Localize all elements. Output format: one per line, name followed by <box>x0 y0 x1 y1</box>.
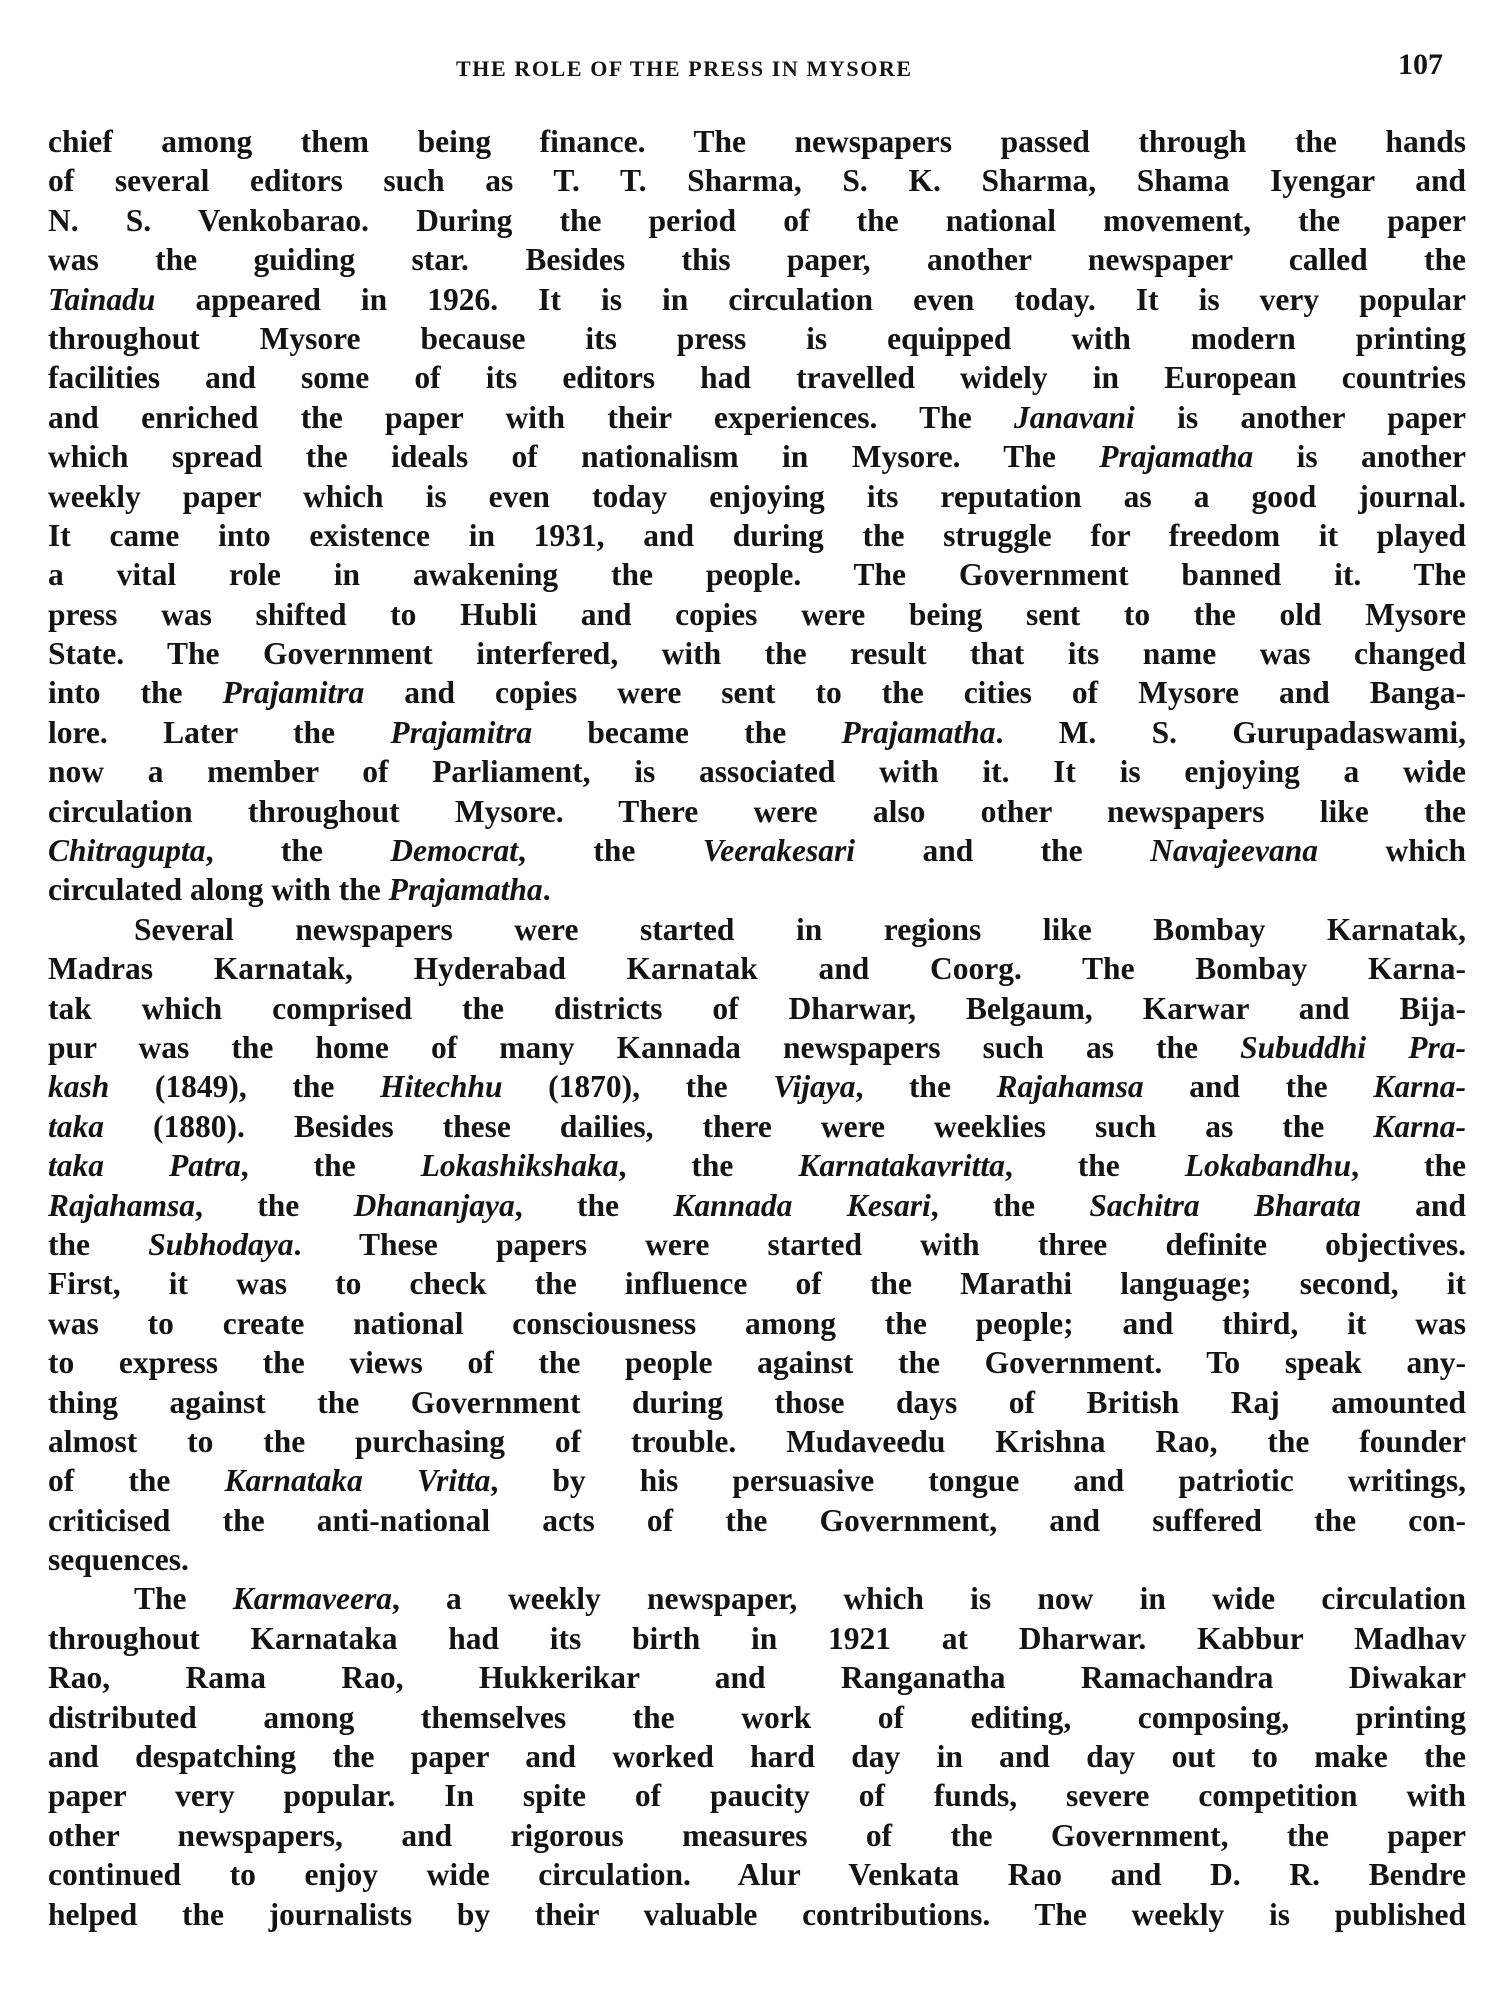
italic-title: Democrat <box>390 833 519 869</box>
line-text: now a member of Parliament, is associated with it. It is enjoying a wide <box>48 754 1466 790</box>
text-line <box>48 1304 1466 1343</box>
text-line <box>48 1343 1466 1382</box>
italic-title: Prajamatha <box>1099 439 1254 475</box>
text-line <box>48 1619 1466 1658</box>
text-line <box>48 398 1466 437</box>
line-text: to express the views of the people against the Government. To speak any- <box>48 1345 1466 1381</box>
italic-title: Lokabandhu <box>1184 1148 1352 1184</box>
page-number: 107 <box>1398 48 1443 81</box>
line-text: N. S. Venkobarao. During the period of the national movement, the paper <box>48 202 1466 238</box>
line-text: the <box>48 1226 149 1262</box>
line-text: . <box>542 872 551 908</box>
italic-title: Hitechhu <box>379 1069 503 1105</box>
italic-title: Karmaveera <box>232 1581 392 1617</box>
text-line <box>48 1658 1466 1697</box>
text-line <box>48 792 1466 831</box>
line-text: thing against the Government during those days of British Raj amounted <box>48 1384 1466 1420</box>
italic-title: kash <box>48 1069 110 1105</box>
line-text: The <box>134 1581 233 1617</box>
line-text: criticised the anti-national acts of the Government, and suffered the con- <box>48 1502 1466 1538</box>
text-line <box>48 1383 1466 1422</box>
line-text: was to create national consciousness among the people; and third, it was <box>48 1305 1466 1341</box>
text-line <box>48 319 1466 358</box>
italic-title: Prajamatha <box>841 714 996 750</box>
line-text: , by his persuasive tongue and patriotic writings, <box>490 1463 1467 1499</box>
line-text: and despatching the paper and worked hard day in and day out to make the <box>48 1739 1466 1775</box>
line-text: a vital role in awakening the people. The Government banned it. The <box>48 557 1466 593</box>
text-line <box>48 870 1466 909</box>
line-text: which spread the ideals of nationalism in Mysore. The <box>48 439 1100 475</box>
text-line <box>48 477 1466 516</box>
text-line <box>48 634 1466 673</box>
italic-title: Dhananjaya <box>353 1187 515 1223</box>
text-line <box>48 280 1466 319</box>
line-text: , a weekly newspaper, which is now in wide circulation <box>391 1581 1466 1617</box>
text-line <box>48 201 1466 240</box>
italic-title: Janavani <box>1014 399 1135 435</box>
text-line <box>48 1461 1466 1500</box>
line-text: which <box>1318 833 1466 869</box>
line-text: . M. S. Gurupadaswami, <box>995 714 1466 750</box>
line-text: It came into existence in 1931, and during the struggle for freedom it played <box>48 517 1466 553</box>
line-text: (1870), the <box>502 1069 774 1105</box>
italic-title: Lokashikshaka <box>420 1148 619 1184</box>
text-line <box>48 949 1466 988</box>
body-text <box>48 122 1466 1934</box>
line-text: (1849), the <box>109 1069 380 1105</box>
line-text: press was shifted to Hubli and copies were being sent to the old Mysore <box>48 596 1466 632</box>
italic-title: Prajamitra <box>390 714 533 750</box>
line-text: and enriched the paper with their experiences. The <box>48 399 1015 435</box>
line-text: Rao, Rama Rao, Hukkerikar and Ranganatha Ramachandra Diwakar <box>48 1660 1466 1696</box>
line-text: circulated along with the <box>48 872 389 908</box>
text-line <box>48 516 1466 555</box>
italic-title: taka Patra <box>48 1148 241 1184</box>
text-line <box>48 1540 1466 1579</box>
text-line <box>48 437 1466 476</box>
line-text: into the <box>48 675 223 711</box>
text-line <box>48 1107 1466 1146</box>
line-text: facilities and some of its editors had travelled widely in European countries <box>48 360 1466 396</box>
italic-title: Karnataka Vritta <box>224 1463 491 1499</box>
line-text: of the <box>48 1463 225 1499</box>
line-text: throughout Karnataka had its birth in 1921 at Dharwar. Kabbur Madhav <box>48 1620 1466 1656</box>
line-text: and copies were sent to the cities of Mysore and Banga- <box>364 675 1467 711</box>
line-text: was the guiding star. Besides this paper, another newspaper called the <box>48 242 1466 278</box>
text-line <box>48 1855 1466 1894</box>
text-line <box>48 1776 1466 1815</box>
italic-title: Navajeevana <box>1150 833 1319 869</box>
text-line <box>48 358 1466 397</box>
line-text: and the <box>855 833 1151 869</box>
line-text: , the <box>1004 1148 1185 1184</box>
line-text: (1880). Besides these dailies, there were weeklies such as the <box>104 1108 1374 1144</box>
italic-title: Rajahamsa <box>48 1187 196 1223</box>
line-text: throughout Mysore because its press is equipped with modern printing <box>48 320 1466 356</box>
italic-title: Rajahamsa <box>996 1069 1144 1105</box>
line-text: sequences. <box>48 1542 189 1578</box>
line-text: , the <box>514 1187 674 1223</box>
line-text: , the <box>930 1187 1090 1223</box>
line-text: Several newspapers were started in regions like Bombay Karnatak, <box>134 911 1466 947</box>
running-head-title: THE ROLE OF THE PRESS IN MYSORE <box>456 56 913 81</box>
line-text: pur was the home of many Kannada newspapers such as the <box>48 1029 1241 1065</box>
text-line <box>48 831 1466 870</box>
line-text: became the <box>532 714 842 750</box>
line-text: , the <box>618 1148 799 1184</box>
italic-title: Prajamatha <box>388 872 543 908</box>
line-text: . These papers were started with three definite objectives. <box>293 1226 1466 1262</box>
line-text: tak which comprised the districts of Dharwar, Belgaum, Karwar and Bija- <box>48 990 1466 1026</box>
line-text: helped the journalists by their valuable contributions. The weekly is published <box>48 1896 1466 1932</box>
italic-title: Karna- <box>1373 1108 1466 1144</box>
line-text: continued to enjoy wide circulation. Alur Venkata Rao and D. R. Bendre <box>48 1857 1466 1893</box>
running-head <box>0 46 1500 86</box>
text-line <box>48 910 1466 949</box>
italic-title: Prajamitra <box>222 675 365 711</box>
line-text: , the <box>195 1187 354 1223</box>
text-line <box>48 752 1466 791</box>
text-line <box>48 1264 1466 1303</box>
line-text: , the <box>1351 1148 1466 1184</box>
text-line <box>48 673 1466 712</box>
line-text: , the <box>205 833 391 869</box>
line-text: of several editors such as T. T. Sharma, S. K. Sharma, Shama Iyengar and <box>48 163 1466 199</box>
line-text: is another <box>1253 439 1467 475</box>
line-text: Madras Karnatak, Hyderabad Karnatak and Coorg. The Bombay Karna- <box>48 951 1466 987</box>
line-text: , the <box>518 833 703 869</box>
text-line <box>48 1225 1466 1264</box>
italic-title: Karna- <box>1373 1069 1466 1105</box>
line-text: appeared in 1926. It is in circulation even today. It is very popular <box>155 281 1466 317</box>
text-line <box>48 713 1466 752</box>
line-text: is another paper <box>1134 399 1466 435</box>
text-line <box>48 1737 1466 1776</box>
text-line <box>48 161 1466 200</box>
text-line <box>48 1028 1466 1067</box>
text-line <box>48 1895 1466 1934</box>
italic-title: Subhodaya <box>148 1226 294 1262</box>
line-text: chief among them being finance. The newspapers passed through the hands <box>48 124 1466 159</box>
text-line <box>48 1501 1466 1540</box>
text-line <box>48 595 1466 634</box>
italic-title: taka <box>48 1108 105 1144</box>
line-text: weekly paper which is even today enjoying its reputation as a good journal. <box>48 478 1466 514</box>
line-text: and <box>1360 1187 1466 1223</box>
line-text: distributed among themselves the work of editing, composing, printing <box>48 1699 1466 1735</box>
line-text: and the <box>1143 1069 1374 1105</box>
text-line <box>48 1067 1466 1106</box>
line-text: State. The Government interfered, with the result that its name was changed <box>48 636 1466 672</box>
text-line <box>48 555 1466 594</box>
italic-title: Veerakesari <box>702 833 856 869</box>
italic-title: Sachitra Bharata <box>1089 1187 1361 1223</box>
line-text: , the <box>855 1069 997 1105</box>
line-text: , the <box>240 1148 421 1184</box>
text-line <box>48 122 1466 161</box>
text-line <box>48 1579 1466 1618</box>
italic-title: Subuddhi Pra- <box>1240 1029 1466 1065</box>
italic-title: Karnatakavritta <box>798 1148 1005 1184</box>
italic-title: Chitragupta <box>48 833 206 869</box>
italic-title: Tainadu <box>48 281 156 317</box>
italic-title: Vijaya <box>773 1069 856 1105</box>
text-line <box>48 1146 1466 1185</box>
line-text: First, it was to check the influence of the Marathi language; second, it <box>48 1266 1466 1302</box>
text-line <box>48 1816 1466 1855</box>
text-line <box>48 240 1466 279</box>
text-line <box>48 1698 1466 1737</box>
text-line <box>48 1186 1466 1225</box>
italic-title: Kannada Kesari <box>673 1187 931 1223</box>
line-text: circulation throughout Mysore. There were also other newspapers like the <box>48 793 1466 829</box>
line-text: almost to the purchasing of trouble. Mudaveedu Krishna Rao, the founder <box>48 1423 1466 1459</box>
text-line <box>48 989 1466 1028</box>
line-text: lore. Later the <box>48 714 391 750</box>
line-text: other newspapers, and rigorous measures of the Government, the paper <box>48 1817 1466 1853</box>
line-text: paper very popular. In spite of paucity of funds, severe competition with <box>48 1778 1466 1814</box>
text-line <box>48 1422 1466 1461</box>
